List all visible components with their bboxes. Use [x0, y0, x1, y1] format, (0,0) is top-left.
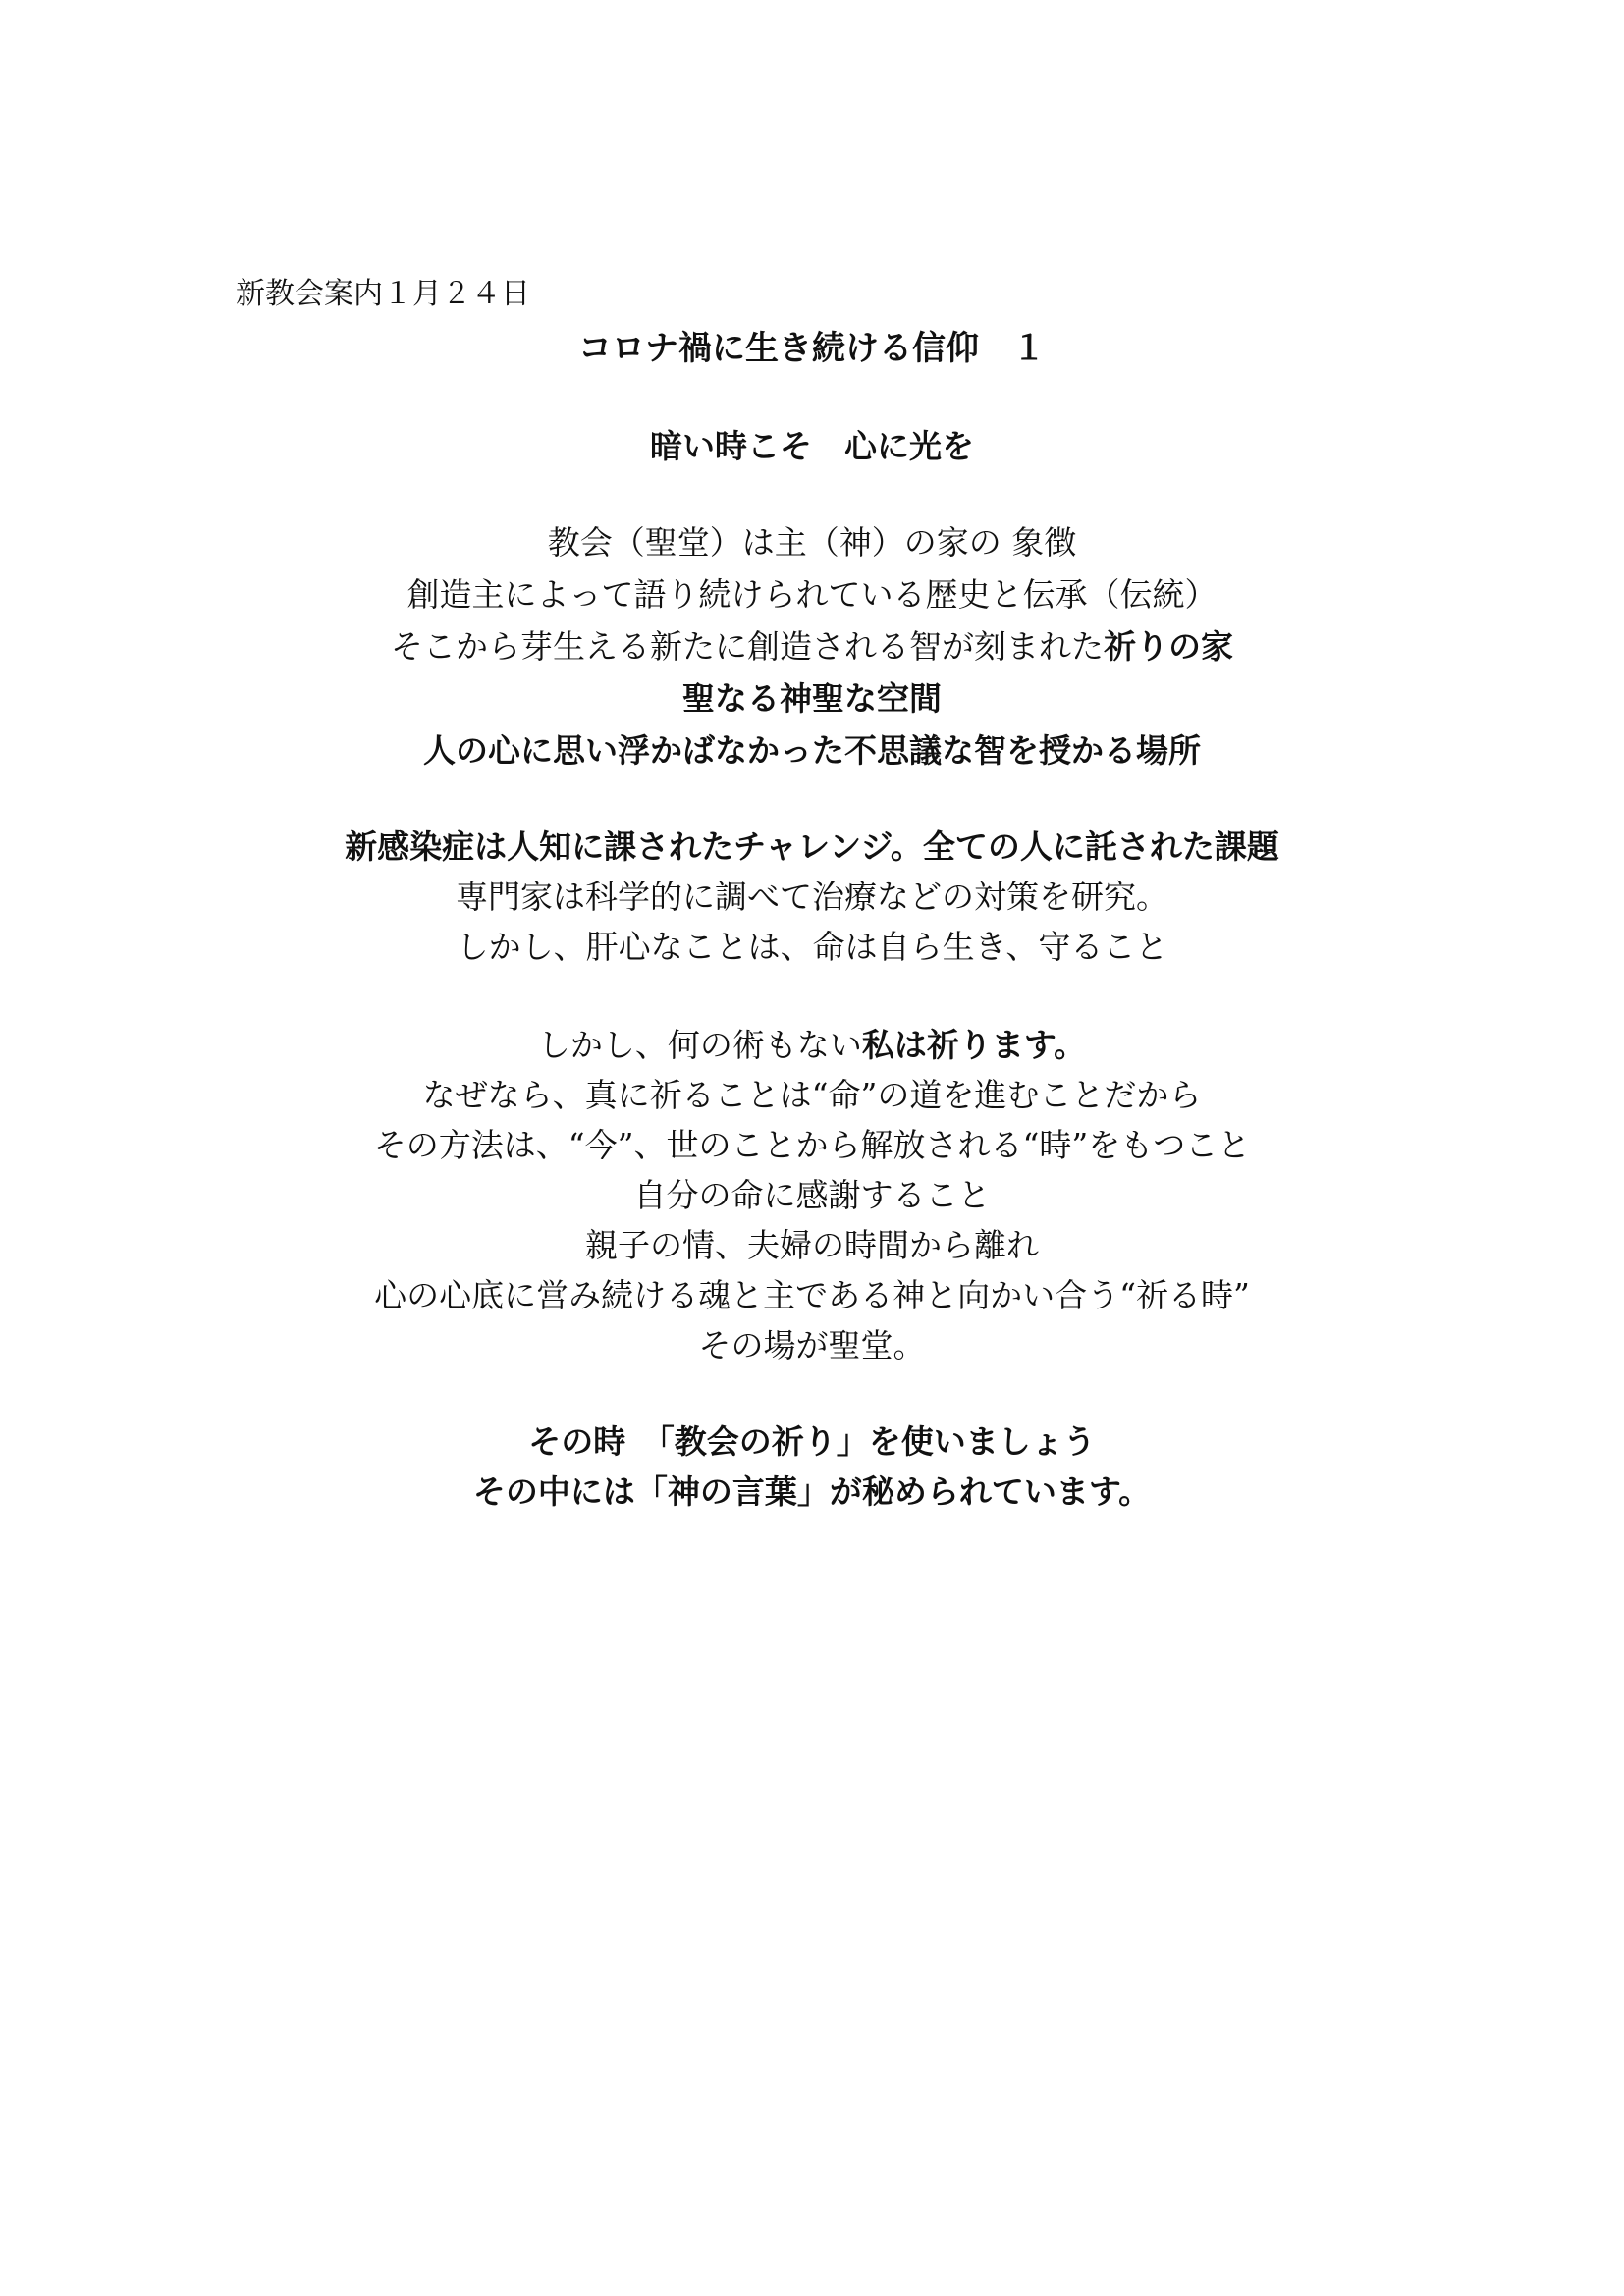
- section4-line2: その中には「神の言葉」が秘められています。: [472, 1472, 1152, 1511]
- section1-line4: 聖なる神聖な空間: [682, 679, 942, 718]
- section1-line3: [0, 624, 1624, 669]
- document-subtitle: 暗い時こそ 心に光を: [650, 427, 974, 465]
- section1-line2: 創造主によって語り続けられている歴史と伝承（伝統）: [406, 575, 1218, 614]
- section1-line5: 人の心に思い浮かばなかった不思議な智を授かる場所: [423, 731, 1201, 770]
- section1-line1: 教会（聖堂）は主（神）の家の 象徴: [547, 523, 1077, 561]
- section3-line4: 自分の命に感謝すること: [633, 1176, 991, 1214]
- date-line: 新教会案内１月２４日: [236, 277, 530, 311]
- section1-line3-plain: そこから芽生える新たに創造される智が刻まれた: [391, 627, 1104, 666]
- section3-line6: 心の心底に営み続ける魂と主である神と向かい合う“祈る時”: [374, 1276, 1250, 1314]
- section3-line1-bold: 私は祈ります。: [861, 1026, 1087, 1064]
- section2-line3: しかし、肝心なことは、命は自ら生き、守ること: [456, 928, 1168, 966]
- section3-line1-plain: しかし、何の術もない: [537, 1026, 862, 1064]
- section3-line1: [0, 1023, 1624, 1068]
- section3-line3: その方法は、“今”、世のことから解放される“時”をもつこと: [373, 1126, 1251, 1164]
- section3-line5: 親子の情、夫婦の時間から離れ: [585, 1226, 1039, 1264]
- section3-line7: その場が聖堂。: [698, 1326, 926, 1364]
- section2-line1: 新感染症は人知に課されたチャレンジ。全ての人に託された課題: [345, 828, 1279, 866]
- section4-line1: その時 「教会の祈り」を使いましょう: [528, 1422, 1096, 1461]
- document-title: コロナ禍に生き続ける信仰 １: [578, 329, 1046, 368]
- section3-line2: なぜなら、真に祈ることは“命”の道を進むことだから: [422, 1076, 1202, 1114]
- section2-line2: 専門家は科学的に調べて治療などの対策を研究。: [456, 878, 1168, 916]
- section1-line3-bold: 祈りの家: [1104, 627, 1233, 666]
